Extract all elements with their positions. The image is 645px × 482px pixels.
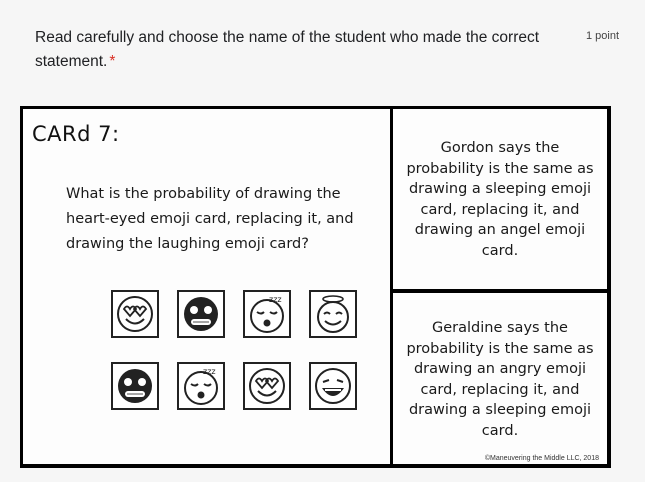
heart-eyes-emoji-icon (111, 290, 159, 338)
question-text: Read carefully and choose the name of the student who made the correct statement. (35, 29, 540, 70)
angry-emoji-icon (177, 290, 225, 338)
angel-emoji-icon (309, 290, 357, 338)
card-title: CARd 7: (32, 122, 120, 146)
svg-text:zzz: zzz (269, 295, 282, 304)
geraldine-panel (393, 293, 607, 464)
card-panel (23, 109, 390, 464)
laughing-emoji-icon (309, 362, 357, 410)
angry-emoji-icon (111, 362, 159, 410)
sleeping-emoji-icon (243, 290, 291, 338)
question-title (35, 26, 595, 74)
sleeping-emoji-icon (177, 362, 225, 410)
emoji-grid (111, 290, 361, 420)
copyright-text: ©Maneuvering the Middle LLC, 2018 (484, 455, 599, 462)
svg-text:zzz: zzz (203, 367, 216, 376)
points-label: 1 point (586, 30, 620, 42)
gordon-panel (393, 109, 607, 289)
heart-eyes-emoji-icon (243, 362, 291, 410)
geraldine-statement: Geraldine says the probability is the same as drawing an angry emoji card, replacing it, and drawing a sleeping emoji card. (406, 320, 594, 439)
required-asterisk: * (109, 53, 116, 70)
question-image (20, 106, 611, 468)
gordon-statement: Gordon says the probability is the same as drawing a sleeping emoji card, replacing it, and drawing an angel emoji card. (406, 140, 594, 259)
card-question: What is the probability of drawing the heart-eyed emoji card, replacing it, and drawing the laughing emoji card? (66, 186, 354, 252)
